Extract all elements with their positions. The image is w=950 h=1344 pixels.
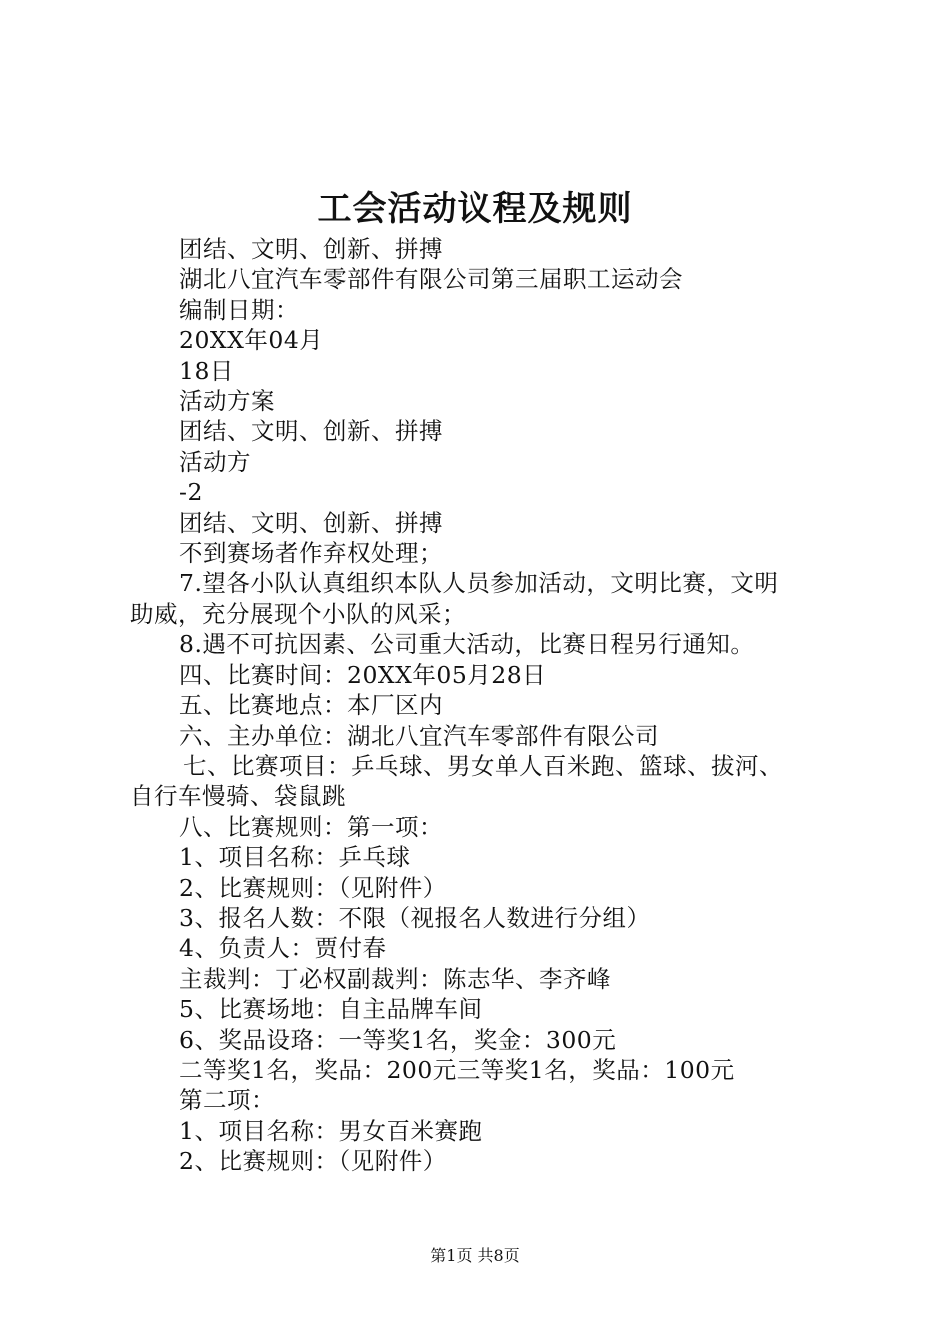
- paragraph-line: 5、比赛场地：自主品牌车间: [179, 995, 483, 1024]
- paragraph-line: 六、主办单位：湖北八宜汽车零部件有限公司: [179, 721, 659, 750]
- paragraph-line: -2: [179, 478, 203, 507]
- document-body: [130, 234, 835, 1177]
- paragraph-line: 18日: [179, 356, 234, 385]
- paragraph-line: 五、比赛地点：本厂区内: [179, 691, 443, 720]
- paragraph-line: 编制日期：: [179, 295, 299, 324]
- paragraph-line: 八、比赛规则：第一项：: [179, 812, 443, 841]
- paragraph-line: 团结、文明、创新、拼搏: [179, 508, 443, 537]
- paragraph-line: 活动方案: [179, 387, 275, 416]
- paragraph-line: 七、比赛项目：乒乓球、男女单人百米跑、篮球、拔河、: [183, 751, 783, 780]
- paragraph-line: 6、奖品设珞：一等奖1名，奖金：300元: [179, 1025, 617, 1054]
- paragraph-line: 1、项目名称：男女百米赛跑: [179, 1116, 483, 1145]
- paragraph-line: 2、比赛规则：（见附件）: [179, 1147, 447, 1176]
- paragraph-line: 4、负责人：贾付春: [179, 934, 387, 963]
- paragraph-line: 助威，充分展现个小队的风采；: [130, 599, 466, 628]
- paragraph-line: 四、比赛时间：20XX年05月28日: [179, 660, 547, 689]
- document-title: 工会活动议程及规则: [317, 189, 633, 229]
- paragraph-line: 活动方: [179, 447, 251, 476]
- paragraph-line: 团结、文明、创新、拼搏: [179, 235, 443, 263]
- paragraph-line: 7.望各小队认真组织本队人员参加活动，文明比赛，文明: [179, 569, 779, 598]
- paragraph-line: 主裁判：丁必权副裁判：陈志华、李齐峰: [179, 964, 611, 993]
- paragraph-line: 第二项：: [179, 1086, 275, 1115]
- paragraph-line: 二等奖1名，奖品：200元三等奖1名，奖品：100元: [179, 1055, 735, 1084]
- paragraph-line: 1、项目名称：乒乓球: [179, 843, 411, 872]
- page-footer: 第1页 共8页: [430, 1246, 520, 1265]
- paragraph-line: 2、比赛规则：（见附件）: [179, 873, 447, 902]
- paragraph-line: 8.遇不可抗因素、公司重大活动，比赛日程另行通知。: [179, 630, 755, 659]
- paragraph-line: 3、报名人数：不限（视报名人数进行分组）: [179, 903, 651, 932]
- paragraph-line: 湖北八宜汽车零部件有限公司第三届职工运动会: [179, 265, 683, 294]
- paragraph-line: 20XX年04月: [179, 326, 324, 355]
- paragraph-line: 不到赛场者作弃权处理；: [179, 539, 443, 568]
- paragraph-line: 自行车慢骑、袋鼠跳: [130, 782, 346, 811]
- paragraph-line: 团结、文明、创新、拼搏: [179, 417, 443, 446]
